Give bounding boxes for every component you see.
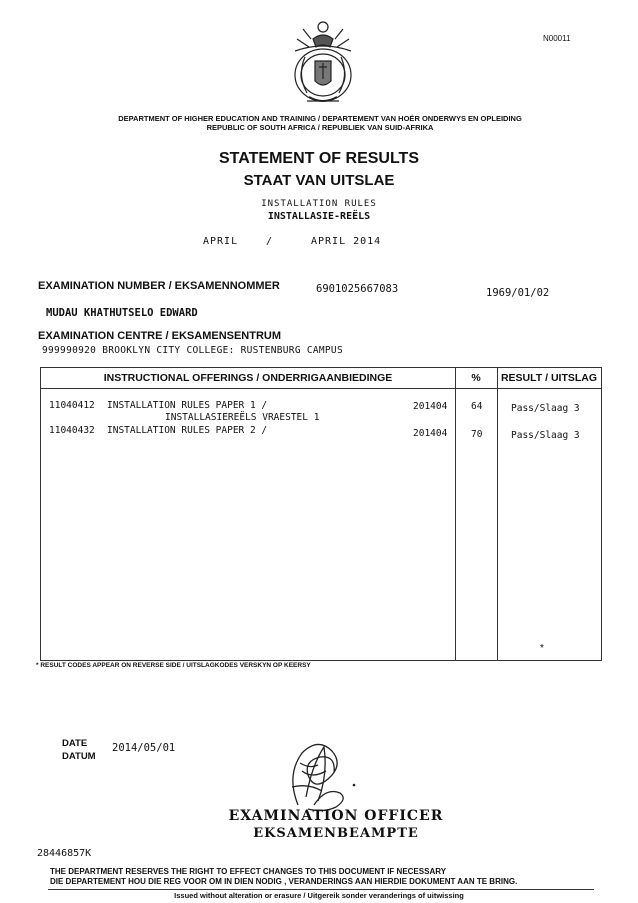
centre-label: EXAMINATION CENTRE / EKSAMENSENTRUM <box>38 330 282 342</box>
divider <box>48 889 594 890</box>
exam-number: 6901025667083 <box>316 283 399 295</box>
date-label-afrikaans: DATUM <box>62 751 96 762</box>
coat-of-arms-icon <box>283 17 363 109</box>
candidate-name: MUDAU KHATHUTSELO EDWARD <box>46 307 198 319</box>
exam-number-label: EXAMINATION NUMBER / EKSAMENNOMMER <box>38 280 280 292</box>
row-subject: INSTALLATION RULES PAPER 1 / <box>107 400 268 411</box>
session-separator: / <box>266 236 274 247</box>
header-result: RESULT / UITSLAG <box>497 368 601 389</box>
column-divider <box>455 368 456 660</box>
header-percent: % <box>455 368 497 389</box>
title-english: STATEMENT OF RESULTS <box>219 150 419 167</box>
disclaimer-afrikaans: DIE DEPARTEMENT HOU DIE REG VOOR OM IN DIEN NODIG , VERANDERINGS AAN HIERDIE DOKUMENT AAN TE BRING. <box>50 877 518 886</box>
header-offerings: INSTRUCTIONAL OFFERINGS / ONDERRIGAANBIEDINGE <box>41 368 455 389</box>
department-line-2: REPUBLIC OF SOUTH AFRICA / REPUBLIEK VAN SUID-AFRIKA <box>206 123 434 132</box>
row-result: Pass/Slaag 3 <box>511 403 580 414</box>
row-percent: 70 <box>471 429 483 440</box>
disclaimer-english: THE DEPARTMENT RESERVES THE RIGHT TO EFFECT CHANGES TO THIS DOCUMENT IF NECESSARY <box>50 867 447 876</box>
officer-title-afrikaans: EKSAMENBEAMPTE <box>253 826 419 841</box>
issued-notice: Issued without alteration or erasure / Uitgereik sonder veranderings of uitwissing <box>174 891 464 900</box>
reference-number: 28446857K <box>37 848 92 859</box>
subject-afrikaans: INSTALLASIE-REËLS <box>267 211 371 222</box>
subject-english: INSTALLATION RULES <box>261 199 377 209</box>
row-code: 11040432 <box>49 425 95 436</box>
signature-icon <box>278 735 358 817</box>
row-code: 11040412 <box>49 400 95 411</box>
row-subject-line-2: INSTALLASIEREËLS VRAESTEL 1 <box>165 412 320 423</box>
document-id: N00011 <box>543 34 571 43</box>
department-line-1: DEPARTMENT OF HIGHER EDUCATION AND TRAINING / DEPARTEMENT VAN HOËR ONDERWYS EN OPLEIDING <box>118 114 522 123</box>
issue-date: 2014/05/01 <box>112 742 176 754</box>
officer-title-english: EXAMINATION OFFICER <box>228 808 444 824</box>
row-result: Pass/Slaag 3 <box>511 430 580 441</box>
row-period: 201404 <box>413 401 448 412</box>
table-end-marker: * <box>540 643 544 654</box>
session-month: APRIL <box>203 236 239 247</box>
date-label-english: DATE <box>62 738 88 749</box>
result-codes-note: * RESULT CODES APPEAR ON REVERSE SIDE / UITSLAGKODES VERSKYN OP KEERSY <box>36 662 311 669</box>
session-period: APRIL 2014 <box>311 236 382 247</box>
row-percent: 64 <box>471 401 483 412</box>
results-table <box>40 367 602 661</box>
centre-value: 999990920 BROOKLYN CITY COLLEGE: RUSTENBURG CAMPUS <box>42 345 343 356</box>
row-subject: INSTALLATION RULES PAPER 2 / <box>107 425 268 436</box>
date-of-birth: 1969/01/02 <box>486 287 550 299</box>
row-period: 201404 <box>413 428 448 439</box>
column-divider <box>497 368 498 660</box>
title-afrikaans: STAAT VAN UITSLAE <box>243 172 395 189</box>
date-label <box>62 737 96 763</box>
